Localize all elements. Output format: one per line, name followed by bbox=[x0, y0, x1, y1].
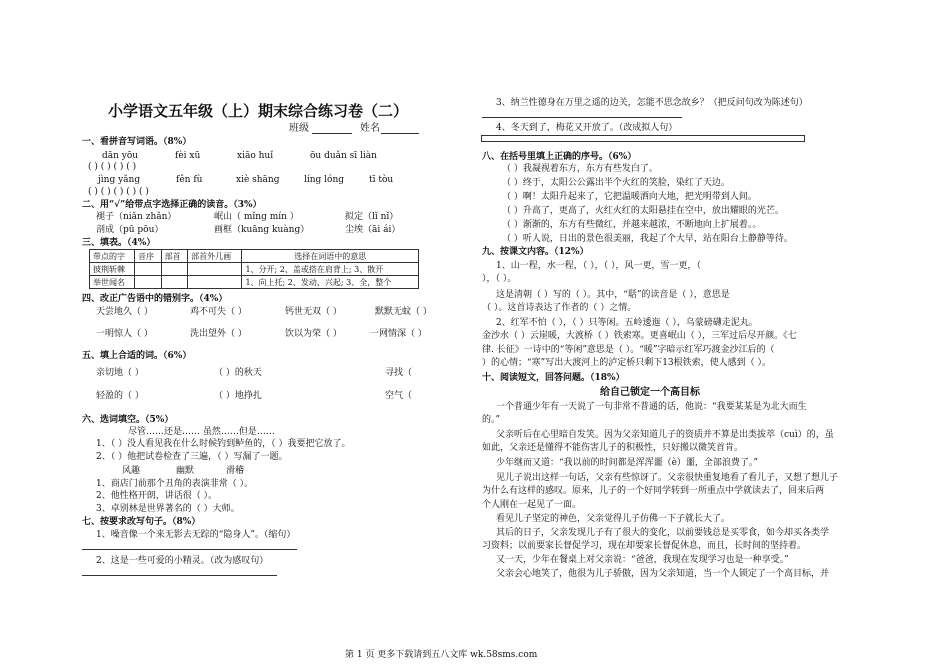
table-cell[interactable] bbox=[135, 263, 162, 276]
table-header: 部首外几画 bbox=[188, 250, 242, 263]
answer-line[interactable] bbox=[82, 575, 277, 576]
section-9-heading: 九、按课文内容。（12%） bbox=[482, 247, 589, 257]
reading-item[interactable]: 剖成（pū pōu） bbox=[96, 225, 164, 235]
table-cell: 举世闻名 bbox=[90, 276, 135, 289]
fill-word-item[interactable]: 轻盈的（ ） bbox=[96, 391, 144, 401]
section-1-heading: 一、看拼音写词语。（8%） bbox=[82, 137, 192, 147]
section-10-heading: 十、阅读短文，回答问题。（18%） bbox=[482, 373, 625, 383]
reading-item[interactable]: 尘埃（āi ái） bbox=[345, 225, 401, 235]
poem-line[interactable]: ）的心情；“寒”写出大渡河上的泸定桥只剩下13根铁索，使人感到（ ）。 bbox=[482, 358, 772, 368]
section-3-heading: 三、填表。（4%） bbox=[82, 238, 156, 248]
poem-line[interactable]: 律. 长征》一诗中的“等闲”意思是（ ）。“暖”字暗示红军巧渡金沙江后的（ bbox=[482, 345, 775, 355]
passage-line: 习资料；以前要家长督促学习，现在却要家长督促休息，而且，长时间的坚持着。 bbox=[482, 541, 807, 551]
page-footer: 第 1 页 更多下载请到五八文库 wk.58sms.com bbox=[345, 650, 538, 660]
order-item[interactable]: （ ）啊！太阳升起来了，它把温暖洒向大地，把光明带到人间。 bbox=[502, 192, 757, 202]
reading-item[interactable]: 画框（kuāng kuàng） bbox=[214, 225, 310, 235]
passage-line: 少年继而又道：“我以前的时间都是浑浑噩（è）噩，全部浪费了。” bbox=[496, 458, 759, 468]
fill-word-item[interactable]: 寻找（ bbox=[385, 368, 413, 378]
pinyin: xiè shāng bbox=[236, 175, 280, 185]
table-cell[interactable] bbox=[188, 263, 242, 276]
answer-line[interactable] bbox=[82, 549, 297, 550]
table-cell: 披荆斩棘 bbox=[90, 263, 135, 276]
reading-item[interactable]: 拟定（lǐ nǐ） bbox=[345, 212, 399, 222]
answer-line[interactable] bbox=[482, 117, 682, 118]
pinyin: fěn fù bbox=[176, 175, 203, 185]
question: 2、这是一些可爱的小精灵。（改为感叹句） bbox=[96, 556, 269, 566]
section-5-heading: 五、填上合适的词。（6%） bbox=[82, 351, 192, 361]
word-option: 风趣 bbox=[122, 466, 141, 476]
table-cell: 1、分开; 2、盖或搭在肩背上; 3、散开 bbox=[242, 263, 419, 276]
reading-item[interactable]: 褪子（niǎn zhǎn） bbox=[96, 212, 177, 222]
pinyin: ōu duǎn sī liàn bbox=[310, 151, 377, 161]
fill-table bbox=[89, 249, 419, 289]
table-header: 选择在词语中的意思 bbox=[242, 250, 419, 263]
table-row bbox=[90, 263, 419, 276]
passage-line: 见儿子说出这样一句话，父亲有些惊讶了。父亲很快重复地看了看儿子，又想了想儿子 bbox=[496, 473, 839, 483]
page-title: 小学语文五年级（上）期末综合练习卷（二） bbox=[108, 102, 409, 120]
section-7-heading: 七、按要求改写句子。（8%） bbox=[82, 517, 201, 527]
question[interactable]: 2、（ ）他把试卷检查了三遍，（ ）写漏了一题。 bbox=[96, 452, 288, 462]
passage-title: 给自己锁定一个高目标 bbox=[600, 387, 700, 398]
passage-line: 父亲会心地笑了，他很为儿子骄傲，因为父亲知道，当一个人锁定了一个高目标，并 bbox=[496, 569, 830, 579]
poem-line[interactable]: （ ）。这首诗表达了作者的（ ）之情。 bbox=[482, 303, 637, 313]
poem-line[interactable]: 金沙水（ ）云崖暖，大渡桥（ ）铁索寒。更喜岷山（ ），三军过后尽开颜。《七 bbox=[482, 331, 797, 341]
table-cell[interactable] bbox=[135, 276, 162, 289]
poem-line[interactable]: 1、山一程，水一程，（ ），（ ），风一更，雪一更，（ bbox=[496, 261, 701, 271]
pinyin: xiāo huǐ bbox=[237, 151, 274, 161]
typo-item[interactable]: 一网情深（ ） bbox=[370, 329, 427, 339]
passage-line: 父亲听后在心里暗自发笑。因为父亲知道儿子的资质并不算是出类拔萃（cuì）的，虽 bbox=[496, 430, 834, 440]
typo-item[interactable]: 洗出望外（ ） bbox=[190, 329, 247, 339]
typo-item[interactable]: 天尝地久（ ） bbox=[96, 307, 153, 317]
table-header: 部首 bbox=[161, 250, 188, 263]
name-label: 姓名 bbox=[360, 123, 380, 134]
passage-line: 其后的日子，父亲发现儿子有了很大的变化，以前要钱总是买零食，如今却买各类学 bbox=[496, 528, 830, 538]
typo-item[interactable]: 默默无蚊（ ） bbox=[375, 307, 432, 317]
poem-line[interactable]: ），（ ）。 bbox=[482, 274, 517, 284]
typo-item[interactable]: 一明惊人（ ） bbox=[96, 329, 153, 339]
table-cell: 1、向上托; 2、发动，兴起; 3、全，整个 bbox=[242, 276, 419, 289]
order-item[interactable]: （ ）听人说，日出的景色很美丽，我起了个大早，站在阳台上静静等待。 bbox=[502, 234, 793, 244]
passage-line: 一个普通少年有一天说了一句非常不普通的话，他说：“我要某某是为北大而生 bbox=[496, 402, 807, 412]
typo-item[interactable]: 鸡不可失（ ） bbox=[190, 307, 247, 317]
pinyin: dān yōu bbox=[102, 151, 139, 161]
question: 4、冬天到了，梅花又开放了。（改成拟人句） bbox=[496, 123, 678, 133]
answer-parens[interactable]: ( ) ( ) ( ) ( ) ( ) bbox=[88, 187, 149, 197]
section-2-heading: 二、用“√”给带点字选择正确的读音。（3%） bbox=[82, 200, 262, 210]
fill-word-item[interactable]: （ ）的秋天 bbox=[214, 368, 262, 378]
poem-line[interactable]: 2、红军不怕（ ），（ ）只等闲。五岭逶迤（ ），乌蒙磅礴走泥丸。 bbox=[496, 318, 758, 328]
passage-line: 为什么有这样的感叹。原来，儿子的一个好同学转到一所重点中学就读去了，回来后两 bbox=[482, 486, 825, 496]
name-blank[interactable] bbox=[381, 133, 419, 134]
table-cell[interactable] bbox=[188, 276, 242, 289]
passage-line: 又一天，少年在餐桌上对父亲说：“爸爸，我现在发现学习也是一种享受。” bbox=[496, 555, 789, 565]
pinyin: líng lóng bbox=[304, 175, 345, 185]
question: 3、纳兰性德身在万里之遥的边关，怎能不思念故乡？（把反问句改为陈述句） bbox=[496, 98, 808, 108]
class-blank[interactable] bbox=[312, 133, 352, 134]
poem-line[interactable]: 这是清朝（ ）写的（ ）。其中，“聒”的读音是（ ），意思是 bbox=[496, 290, 730, 300]
pinyin: tī tòu bbox=[369, 175, 394, 185]
passage-line: 个人刚在一起见了一面。 bbox=[482, 500, 582, 510]
question[interactable]: 1、（ ）没人看见我在什么时候钓到鲈鱼的，（ ）我要把它放了。 bbox=[96, 439, 351, 449]
section-4-heading: 四、改正广告语中的错别字。（4%） bbox=[82, 294, 228, 304]
pinyin: fèi xū bbox=[175, 151, 201, 161]
passage-line: 如此，父亲还是懂得不能伤害儿子的积极性，只好搬以微笑首肯。 bbox=[482, 443, 744, 453]
table-header: 音序 bbox=[135, 250, 162, 263]
table-header-row bbox=[90, 250, 419, 263]
typo-item[interactable]: 饮以为荣（ ） bbox=[285, 329, 342, 339]
fill-word-item[interactable]: （ ）地挣扎 bbox=[214, 391, 262, 401]
section-8-heading: 八、在括号里填上正确的序号。（6%） bbox=[482, 152, 637, 162]
typo-item[interactable]: 钙世无双（ ） bbox=[285, 307, 342, 317]
question[interactable]: 2、他性格开朗，讲话很（ ）。 bbox=[96, 491, 218, 501]
passage-line: 看见儿子坚定的神色，父亲觉得儿子仿佛一下子就长大了。 bbox=[496, 514, 731, 524]
class-label: 班级 bbox=[289, 123, 309, 134]
order-item[interactable]: （ ）终于，太阳公公露出半个火红的笑脸，染红了天边。 bbox=[502, 178, 730, 188]
question[interactable]: 1、商店门前那个丑角的表演非常（ ）。 bbox=[96, 479, 254, 489]
word-pairs: 尽管……还是…… 虽然……但是…… bbox=[128, 427, 275, 437]
order-item[interactable]: （ ）升高了，更高了，火红火红的太阳悬挂在空中，放出耀眼的光芒。 bbox=[502, 206, 784, 216]
question[interactable]: 3、卓别林是世界著名的（ ）大师。 bbox=[96, 504, 240, 514]
table-cell[interactable] bbox=[161, 263, 188, 276]
fill-word-item[interactable]: 亲切地（ ） bbox=[96, 368, 144, 378]
table-row bbox=[90, 276, 419, 289]
order-item[interactable]: （ ）渐渐的，东方有些微红，并越来越浓，不断地向上扩展着。。 bbox=[502, 220, 762, 230]
order-item[interactable]: （ ）我凝视着东方，东方有些发白了。 bbox=[502, 164, 658, 174]
table-header: 带点的字 bbox=[90, 250, 135, 263]
answer-parens[interactable]: ( ) ( ) ( ) ( ) bbox=[88, 162, 137, 172]
reading-item[interactable]: 岷山（ mǐng mín ） bbox=[214, 212, 299, 222]
word-option: 幽默 bbox=[176, 466, 195, 476]
section-6-heading: 六、选词填空。（5%） bbox=[82, 415, 174, 425]
passage-line: 的。” bbox=[482, 415, 501, 425]
fill-word-item[interactable]: 空气（ bbox=[385, 391, 413, 401]
answer-box[interactable] bbox=[481, 135, 805, 142]
question: 1、噪音像一个来无影去无踪的“隐身人”。（缩句） bbox=[96, 530, 296, 540]
pinyin: jìng yǎng bbox=[98, 175, 141, 185]
table-cell[interactable] bbox=[161, 276, 188, 289]
word-option: 滑稽 bbox=[226, 466, 245, 476]
